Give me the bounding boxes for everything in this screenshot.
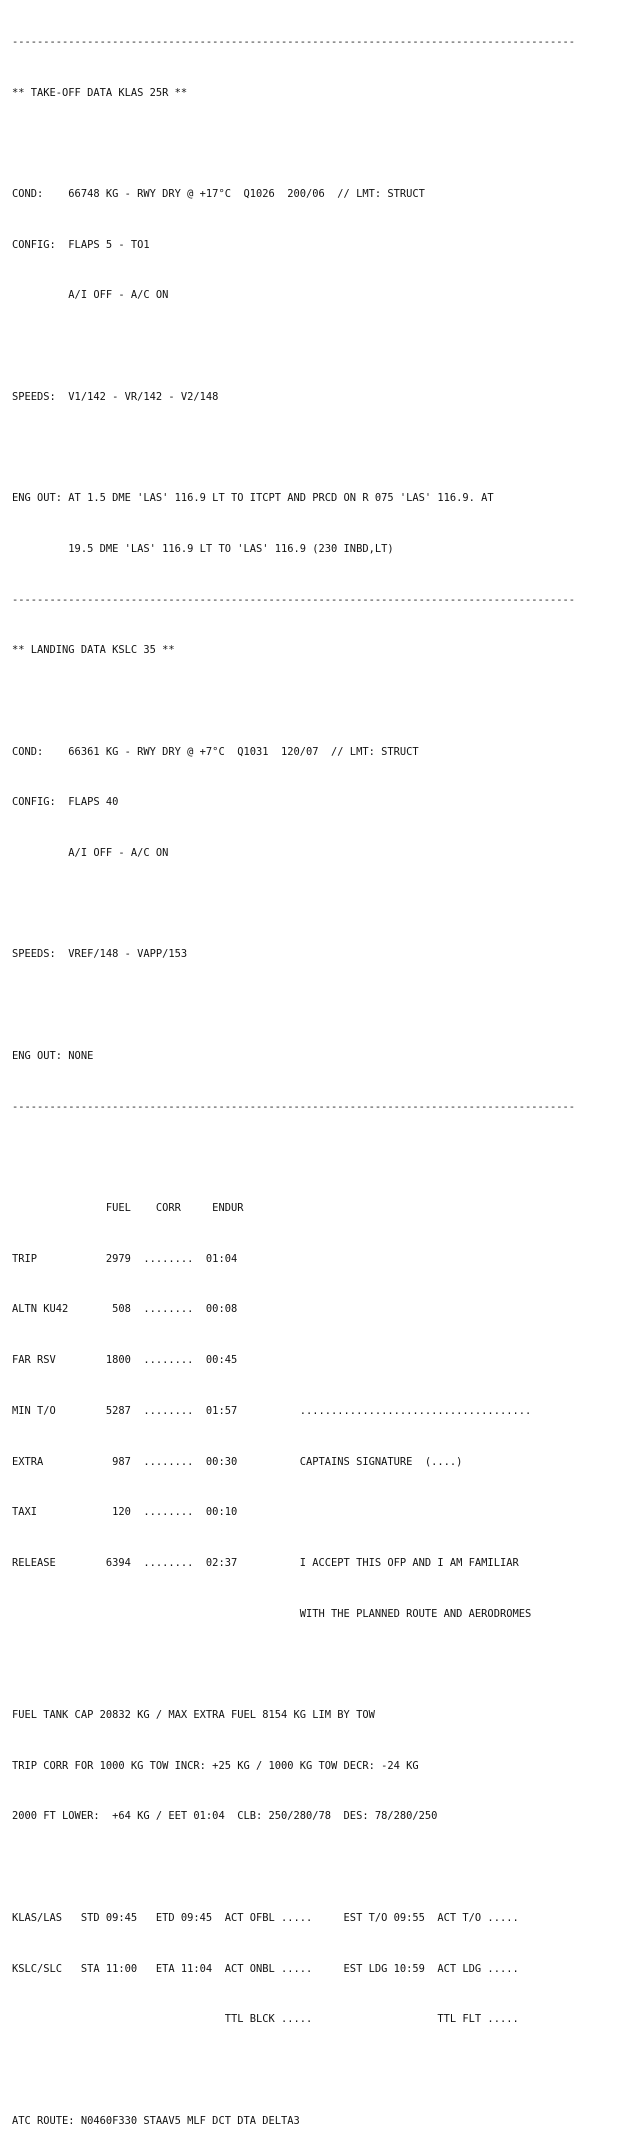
- blank-line: [12, 1859, 575, 1876]
- takeoff-data-heading: ** TAKE-OFF DATA KLAS 25R **: [12, 86, 188, 99]
- blank-line: [12, 439, 575, 456]
- takeoff-eng-out-line-2: 19.5 DME 'LAS' 116.9 LT TO 'LAS' 116.9 (230 INBD,LT): [12, 542, 394, 555]
- blank-line: [12, 135, 575, 152]
- fuel-row-extra: EXTRA 987 ........ 00:30 CAPTAINS SIGNATURE (....): [12, 1455, 463, 1468]
- totals-line: TTL BLCK ..... TTL FLT .....: [12, 2013, 519, 2026]
- fuel-row-altn: ALTN KU42 508 ........ 00:08: [12, 1303, 238, 1316]
- trip-corr-line: TRIP CORR FOR 1000 KG TOW INCR: +25 KG / 1000 KG TOW DECR: -24 KG: [12, 1759, 419, 1772]
- blank-line: [12, 2062, 575, 2079]
- blank-line: [12, 338, 575, 355]
- fuel-row-taxi: TAXI 120 ........ 00:10: [12, 1506, 238, 1519]
- departure-times-line: KLAS/LAS STD 09:45 ETD 09:45 ACT OFBL ..... EST T/O 09:55 ACT T/O .....: [12, 1911, 519, 1924]
- separator-line: ------------------------------------------------------------------------------------------: [12, 593, 576, 606]
- fuel-row-far-rsv: FAR RSV 1800 ........ 00:45: [12, 1354, 238, 1367]
- landing-config-line: CONFIG: FLAPS 40: [12, 796, 119, 809]
- fuel-row-release: RELEASE 6394 ........ 02:37 I ACCEPT THIS OFP AND I AM FAMILIAR: [12, 1556, 519, 1569]
- blank-line: [12, 896, 575, 913]
- fuel-row-min-to: MIN T/O 5287 ........ 01:57 .....................................: [12, 1404, 532, 1417]
- takeoff-config-line: CONFIG: FLAPS 5 - TO1: [12, 238, 150, 251]
- atc-route-line: ATC ROUTE: N0460F330 STAAV5 MLF DCT DTA DELTA3: [12, 2114, 300, 2127]
- takeoff-speeds-line: SPEEDS: V1/142 - VR/142 - V2/148: [12, 390, 219, 403]
- fuel-table-header: FUEL CORR ENDUR: [12, 1201, 244, 1214]
- lower-level-line: 2000 FT LOWER: +64 KG / EET 01:04 CLB: 250/280/78 DES: 78/280/250: [12, 1810, 438, 1823]
- fuel-row-trip: TRIP 2979 ........ 01:04: [12, 1252, 238, 1265]
- acceptance-statement-line-2: WITH THE PLANNED ROUTE AND AERODROMES: [12, 1607, 532, 1620]
- landing-cond-line: COND: 66361 KG - RWY DRY @ +7°C Q1031 120/07 // LMT: STRUCT: [12, 745, 419, 758]
- landing-speeds-line: SPEEDS: VREF/148 - VAPP/153: [12, 948, 188, 961]
- blank-line: [12, 1656, 575, 1673]
- blank-line: [12, 997, 575, 1014]
- blank-line: [12, 693, 575, 710]
- landing-data-heading: ** LANDING DATA KSLC 35 **: [12, 644, 175, 657]
- takeoff-eng-out-line: ENG OUT: AT 1.5 DME 'LAS' 116.9 LT TO ITCPT AND PRCD ON R 075 'LAS' 116.9. AT: [12, 492, 494, 505]
- arrival-times-line: KSLC/SLC STA 11:00 ETA 11:04 ACT ONBL ..... EST LDG 10:59 ACT LDG .....: [12, 1962, 519, 1975]
- separator-line: ------------------------------------------------------------------------------------------: [12, 1100, 576, 1113]
- fuel-tank-cap-line: FUEL TANK CAP 20832 KG / MAX EXTRA FUEL 8154 KG LIM BY TOW: [12, 1709, 375, 1722]
- landing-config-line-2: A/I OFF - A/C ON: [12, 847, 169, 860]
- separator-line: ------------------------------------------------------------------------------------------: [12, 35, 576, 48]
- flight-plan-document: [12, 0, 575, 2146]
- takeoff-cond-line: COND: 66748 KG - RWY DRY @ +17°C Q1026 200/06 // LMT: STRUCT: [12, 187, 425, 200]
- blank-line: [12, 1149, 575, 1166]
- landing-eng-out-line: ENG OUT: NONE: [12, 1049, 94, 1062]
- takeoff-config-line-2: A/I OFF - A/C ON: [12, 289, 169, 302]
